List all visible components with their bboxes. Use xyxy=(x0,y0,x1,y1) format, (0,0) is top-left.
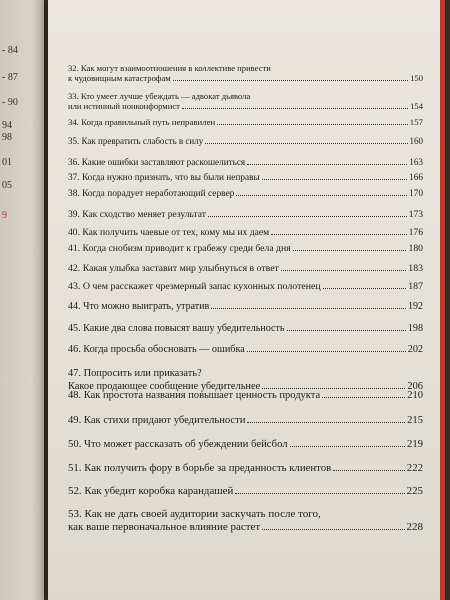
toc-entry-title: 37. Когда нужно признать, что вы были неправы xyxy=(68,172,260,183)
left-page-number: - 84 xyxy=(2,45,18,56)
toc-entry[interactable] xyxy=(68,390,423,403)
toc-entry[interactable] xyxy=(68,172,423,183)
left-page-strip xyxy=(0,0,44,600)
toc-entry-title: или истинный нонконформист xyxy=(68,101,180,112)
toc-entry[interactable] xyxy=(68,508,423,534)
toc-entry[interactable] xyxy=(68,91,423,111)
toc-page-number: 180 xyxy=(408,243,423,254)
toc-entry-title: Какое продающее сообщение убедительнее xyxy=(68,380,261,392)
toc-entry-title: 47. Попросить или приказать? xyxy=(68,368,202,379)
toc-page-number: 219 xyxy=(406,438,423,450)
toc-entry[interactable] xyxy=(68,243,423,254)
toc-entry[interactable] xyxy=(68,157,423,168)
toc-entry-title: 34. Когда правильный путь неправилен xyxy=(68,117,216,127)
toc-entry-title: 49. Как стихи придают убедительности xyxy=(68,415,246,427)
left-page-number: - 90 xyxy=(2,97,18,108)
toc-page-number: 187 xyxy=(408,281,423,292)
toc-entry-title: 42. Какая улыбка заставит мир улыбнуться в ответ xyxy=(68,263,279,274)
toc-entry-title: 44. Что можно выиграть, утратив xyxy=(68,301,210,312)
dot-leader xyxy=(262,172,407,180)
toc-entry[interactable] xyxy=(68,415,423,428)
toc-entry-title: 33. Кто умеет лучше убеждать — адвокат дьявола xyxy=(68,91,251,101)
toc-page-number: 150 xyxy=(410,73,423,84)
toc-page-number: 228 xyxy=(406,520,423,533)
dot-leader xyxy=(182,102,408,109)
toc-entry[interactable] xyxy=(68,136,423,147)
toc-entry[interactable] xyxy=(68,263,423,275)
toc-entry-title: 40. Как получить чаевые от тех, кому мы их даем xyxy=(68,227,270,238)
toc-entry[interactable] xyxy=(68,117,423,127)
dot-leader xyxy=(281,263,406,271)
toc-entry-title: 50. Что может рассказать об убеждении бейсбол xyxy=(68,438,288,450)
toc-page-number: 215 xyxy=(407,415,423,427)
dot-leader xyxy=(236,188,407,196)
toc-page-number: 222 xyxy=(406,462,423,474)
left-page-number: - 87 xyxy=(2,72,18,83)
toc-entry[interactable] xyxy=(68,227,423,238)
book-page xyxy=(48,0,445,600)
dot-leader xyxy=(235,485,404,494)
toc-page-number: 160 xyxy=(409,136,423,146)
dot-leader xyxy=(262,380,405,388)
dot-leader xyxy=(287,323,406,331)
dot-leader xyxy=(290,439,405,447)
dot-leader xyxy=(293,243,407,251)
toc-entry-title: 53. Как не дать своей аудитории заскучать после того, xyxy=(68,508,321,520)
toc-entry[interactable] xyxy=(68,63,423,83)
toc-entry-title: 32. Как могут взаимоотношения в коллективе привести xyxy=(68,63,271,73)
page-edge xyxy=(440,0,445,600)
left-page-number: 98 xyxy=(2,132,12,143)
toc-entry-title: 43. О чем расскажет чрезмерный запас кухонных полотенец xyxy=(68,281,321,292)
toc-entry-title: 45. Какие два слова повысят вашу убедительность xyxy=(68,323,285,335)
dot-leader xyxy=(247,415,405,423)
toc-entry[interactable] xyxy=(68,281,423,293)
dot-leader xyxy=(262,521,404,530)
toc-entry-title: 48. Как простота названия повышает ценность продукта xyxy=(68,390,321,402)
toc-page-number: 173 xyxy=(408,209,423,220)
toc-entry-title: 39. Как сходство меняет результат xyxy=(68,209,206,220)
toc-entry-title: 51. Как получить фору в борьбе за преданность клиентов xyxy=(68,462,332,474)
dot-leader xyxy=(211,301,406,309)
toc-page-number: 154 xyxy=(410,101,423,112)
toc-entry-title: 52. Как убедит коробка карандашей xyxy=(68,485,234,497)
toc-page-number: 206 xyxy=(407,380,423,392)
dot-leader xyxy=(271,227,406,235)
toc-page-number: 163 xyxy=(409,157,423,167)
left-page-number: 9 xyxy=(2,210,7,221)
toc-entry[interactable] xyxy=(68,301,423,313)
toc-page-number: 176 xyxy=(408,227,423,238)
toc-entry[interactable] xyxy=(68,485,423,498)
toc-page-number: 225 xyxy=(406,485,423,497)
dot-leader xyxy=(208,209,407,217)
toc-entry[interactable] xyxy=(68,188,423,200)
toc-entry[interactable] xyxy=(68,344,423,356)
toc-entry-title: 46. Когда просьба обосновать — ошибка xyxy=(68,344,245,356)
toc-page-number: 202 xyxy=(407,344,423,356)
left-page-number: 05 xyxy=(2,180,12,191)
toc-page-number: 157 xyxy=(409,117,423,127)
dot-leader xyxy=(322,390,405,398)
toc-entry-title: 38. Когда порадует неработающий сервер xyxy=(68,188,235,199)
toc-entry-title: к чудовищным катастрофам xyxy=(68,73,171,84)
toc-page-number: 183 xyxy=(408,263,423,274)
toc-entry-title: как ваше первоначальное влияние растет xyxy=(68,520,261,533)
toc-page-number: 210 xyxy=(407,390,423,402)
toc-entry[interactable] xyxy=(68,323,423,335)
dot-leader xyxy=(217,118,408,125)
toc-entry-title: 35. Как превратить слабость в силу xyxy=(68,136,204,146)
dot-leader xyxy=(247,344,406,352)
toc-entry-title: 36. Какие ошибки заставляют раскошелиться xyxy=(68,157,246,167)
toc-entry-title: 41. Когда снобизм приводит к грабежу среди бела дня xyxy=(68,243,291,254)
toc-entry[interactable] xyxy=(68,209,423,221)
toc-entry[interactable] xyxy=(68,438,423,451)
dot-leader xyxy=(323,281,406,289)
toc-page-number: 198 xyxy=(407,323,423,335)
dot-leader xyxy=(247,158,407,165)
dot-leader xyxy=(333,462,405,471)
toc-entry[interactable] xyxy=(68,462,423,475)
toc-page-number: 170 xyxy=(408,188,423,199)
left-page-number: 01 xyxy=(2,157,12,168)
left-page-number: 94 xyxy=(2,120,12,131)
toc-page-number: 192 xyxy=(408,301,423,312)
dot-leader xyxy=(205,137,407,144)
toc-page-number: 166 xyxy=(409,172,423,183)
dot-leader xyxy=(173,74,408,81)
